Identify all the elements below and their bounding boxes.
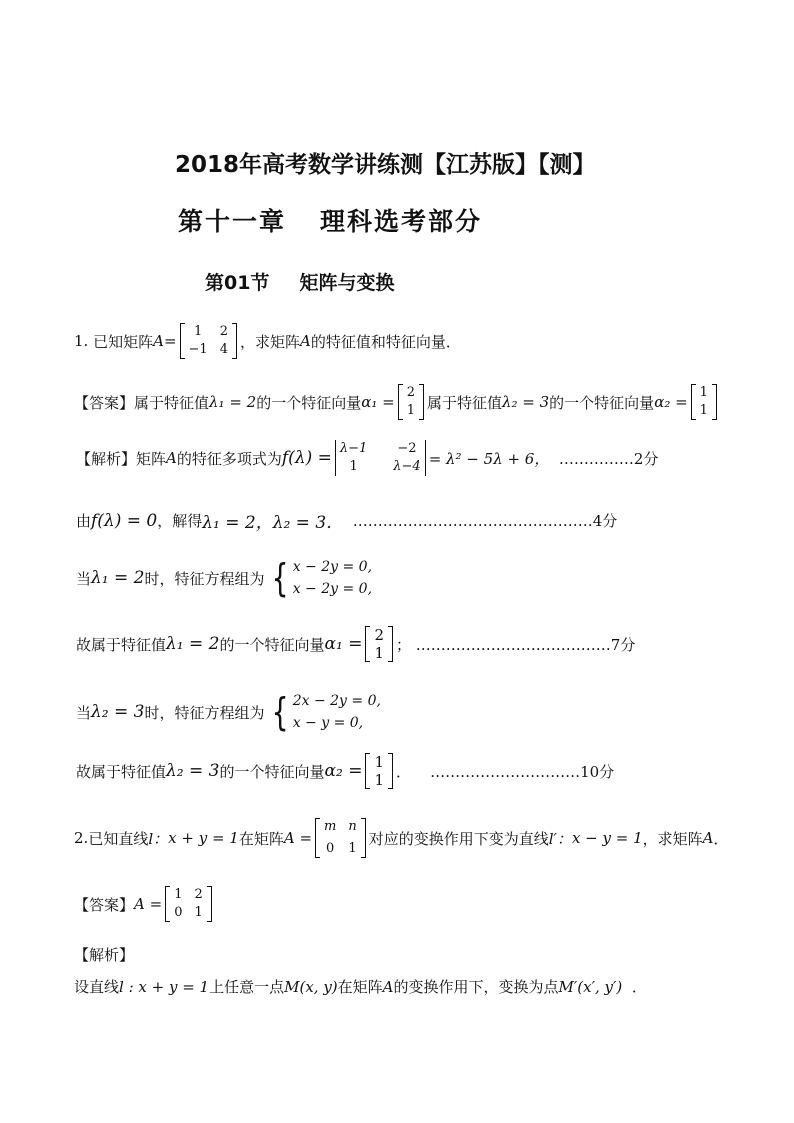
analysis-1-line-4: 故属于特征值 λ₁ = 2 的一个特征向量 α₁ = 2 1 ； …………………………………7分: [76, 626, 636, 662]
analysis-1-line-3: 当 λ₁ = 2 时，特征方程组为 { x − 2y = 0, x − 2y = 0,: [76, 556, 373, 600]
matrix-a: 1 2 −1 4: [180, 323, 237, 359]
chapter-name: 理科选考部分: [320, 207, 483, 236]
vector-alpha2: 1 1: [691, 384, 717, 420]
section-name: 矩阵与变换: [299, 272, 395, 294]
equation-system-2: { 2x − 2y = 0, x − y = 0,: [271, 690, 381, 734]
question-2: 2. 已知直线 l： x + y = 1 在矩阵 A = m n 0 1 对应的变换作用下变为直线 l′： x − y = 1 ，求矩阵 A ．: [74, 819, 729, 856]
section-label: 第01节: [205, 272, 270, 294]
chapter-heading: [178, 202, 482, 238]
answer-1: 【答案】 属于特征值 λ₁ = 2 的一个特征向量 α₁ = 2 1 属于特征值 λ₂ = 3 的一个特征向量 α₂ = 1 1: [74, 384, 720, 420]
question-1: 1. 已知矩阵 A = 1 2 −1 4 ，求矩阵 A 的特征值和特征向量．: [74, 324, 461, 357]
chapter-label: 第十一章: [178, 207, 287, 236]
analysis-2-label: 【解析】: [74, 946, 135, 964]
vector-alpha1: 2 1: [398, 384, 424, 420]
vector-alpha1-solution: 2 1: [365, 626, 393, 662]
analysis-1-line-5: 当 λ₂ = 3 时，特征方程组为 { 2x − 2y = 0, x − y = 0,: [76, 690, 381, 734]
analysis-1-line-1: 【解析】 矩阵 A 的特征多项式为 f(λ) = λ−1 −2 1 λ−4 = λ² − 5λ + 6， ……………2分: [76, 441, 659, 474]
answer-2: 【答案】 A = 1 2 0 1: [74, 886, 215, 922]
section-heading: [205, 268, 394, 295]
analysis-2-line-1: 设直线 l : x + y = 1 上任意一点 M(x, y) 在矩阵 A 的变换作用下，变换为点 M′(x′, y′) ．: [74, 977, 647, 996]
matrix-answer: 1 2 0 1: [165, 886, 212, 922]
matrix-mn: m n 0 1: [315, 818, 366, 858]
analysis-1-line-2: 由 f(λ) = 0 ，解得 λ₁ = 2，λ₂ = 3． …………………………………………4分: [76, 510, 618, 533]
analysis-label: 【解析】: [76, 449, 137, 468]
determinant: λ−1 −2 1 λ−4: [335, 440, 426, 476]
document-title: 2018年高考数学讲练测【江苏版】【测】: [175, 152, 596, 178]
answer-label: 【答案】: [74, 895, 135, 914]
equation-system-1: { x − 2y = 0, x − 2y = 0,: [271, 556, 373, 600]
analysis-1-line-6: 故属于特征值 λ₂ = 3 的一个特征向量 α₂ = 1 1 ． …………………………10分: [76, 753, 615, 789]
vector-alpha2-solution: 1 1: [365, 753, 393, 789]
answer-label: 【答案】: [74, 393, 135, 412]
